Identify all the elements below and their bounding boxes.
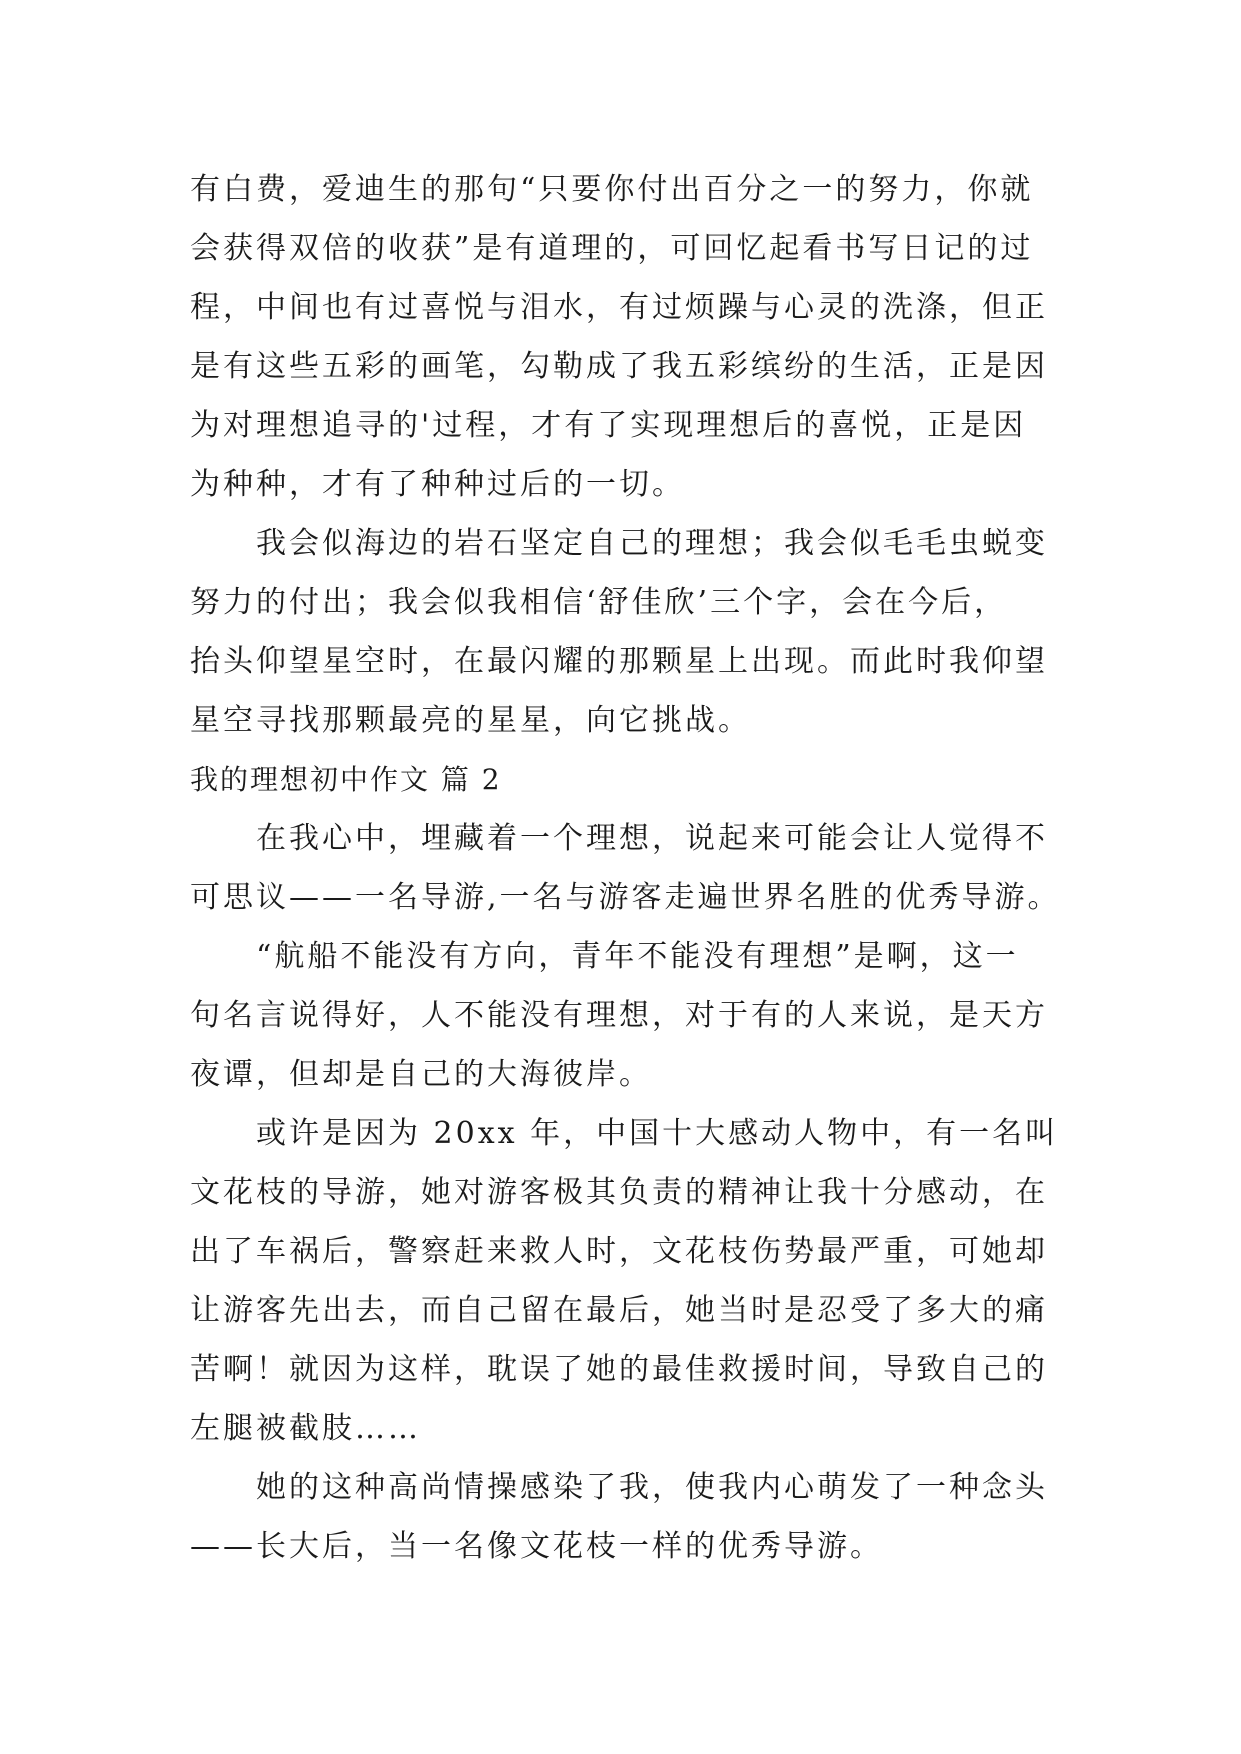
text-line: 文花枝的导游，她对游客极其负责的精神让我十分感动，在 xyxy=(190,1175,1048,1210)
text-line: 句名言说得好，人不能没有理想，对于有的人来说，是天方 xyxy=(190,998,1048,1033)
text-line: 有白费，爱迪生的那句“只要你付出百分之一的努力，你就 xyxy=(190,172,1034,207)
text-line: 左腿被截肢…… xyxy=(190,1411,421,1446)
paragraph xyxy=(190,927,1070,1104)
text-line: 我会似海边的岩石坚定自己的理想；我会似毛毛虫蜕变 xyxy=(256,526,1048,561)
text-line: 为种种，才有了种种过后的一切。 xyxy=(190,467,685,502)
text-line: 程，中间也有过喜悦与泪水，有过烦躁与心灵的洗涤，但正 xyxy=(190,290,1048,325)
paragraph xyxy=(190,514,1070,750)
text-line: 星空寻找那颗最亮的星星，向它挑战。 xyxy=(190,703,751,738)
paragraph xyxy=(190,160,1070,514)
text-line: 努力的付出；我会似我相信‘舒佳欣’三个字，会在今后， xyxy=(190,585,1008,620)
text-line: 会获得双倍的收获”是有道理的，可回忆起看书写日记的过 xyxy=(190,231,1034,266)
paragraph xyxy=(190,809,1070,927)
text-line: 是有这些五彩的画笔，勾勒成了我五彩缤纷的生活，正是因 xyxy=(190,349,1048,384)
text-line: 她的这种高尚情操感染了我，使我内心萌发了一种念头 xyxy=(256,1470,1048,1505)
text-line: 可思议——一名导游,一名与游客走遍世界名胜的优秀导游。 xyxy=(190,880,1061,915)
text-line: 夜谭，但却是自己的大海彼岸。 xyxy=(190,1057,652,1092)
text-line: 出了车祸后，警察赶来救人时，文花枝伤势最严重，可她却 xyxy=(190,1234,1048,1269)
text-line: ——长大后，当一名像文花枝一样的优秀导游。 xyxy=(190,1529,883,1564)
text-line: 在我心中，埋藏着一个理想，说起来可能会让人觉得不 xyxy=(256,821,1048,856)
text-line: 抬头仰望星空时，在最闪耀的那颗星上出现。而此时我仰望 xyxy=(190,644,1048,679)
paragraph xyxy=(190,1104,1070,1458)
text-line: “航船不能没有方向，青年不能没有理想”是啊，这一 xyxy=(256,939,1019,974)
text-line: 或许是因为 20xx 年，中国十大感动人物中，有一名叫 xyxy=(256,1116,1059,1151)
section-heading: 我的理想初中作文 篇 2 xyxy=(190,763,502,796)
document-body xyxy=(190,160,1070,1576)
paragraph xyxy=(190,1458,1070,1576)
text-line: 为对理想追寻的'过程，才有了实现理想后的喜悦，正是因 xyxy=(190,408,1027,443)
text-line: 苦啊！就因为这样，耽误了她的最佳救援时间，导致自己的 xyxy=(190,1352,1048,1387)
text-line: 让游客先出去，而自己留在最后，她当时是忍受了多大的痛 xyxy=(190,1293,1048,1328)
